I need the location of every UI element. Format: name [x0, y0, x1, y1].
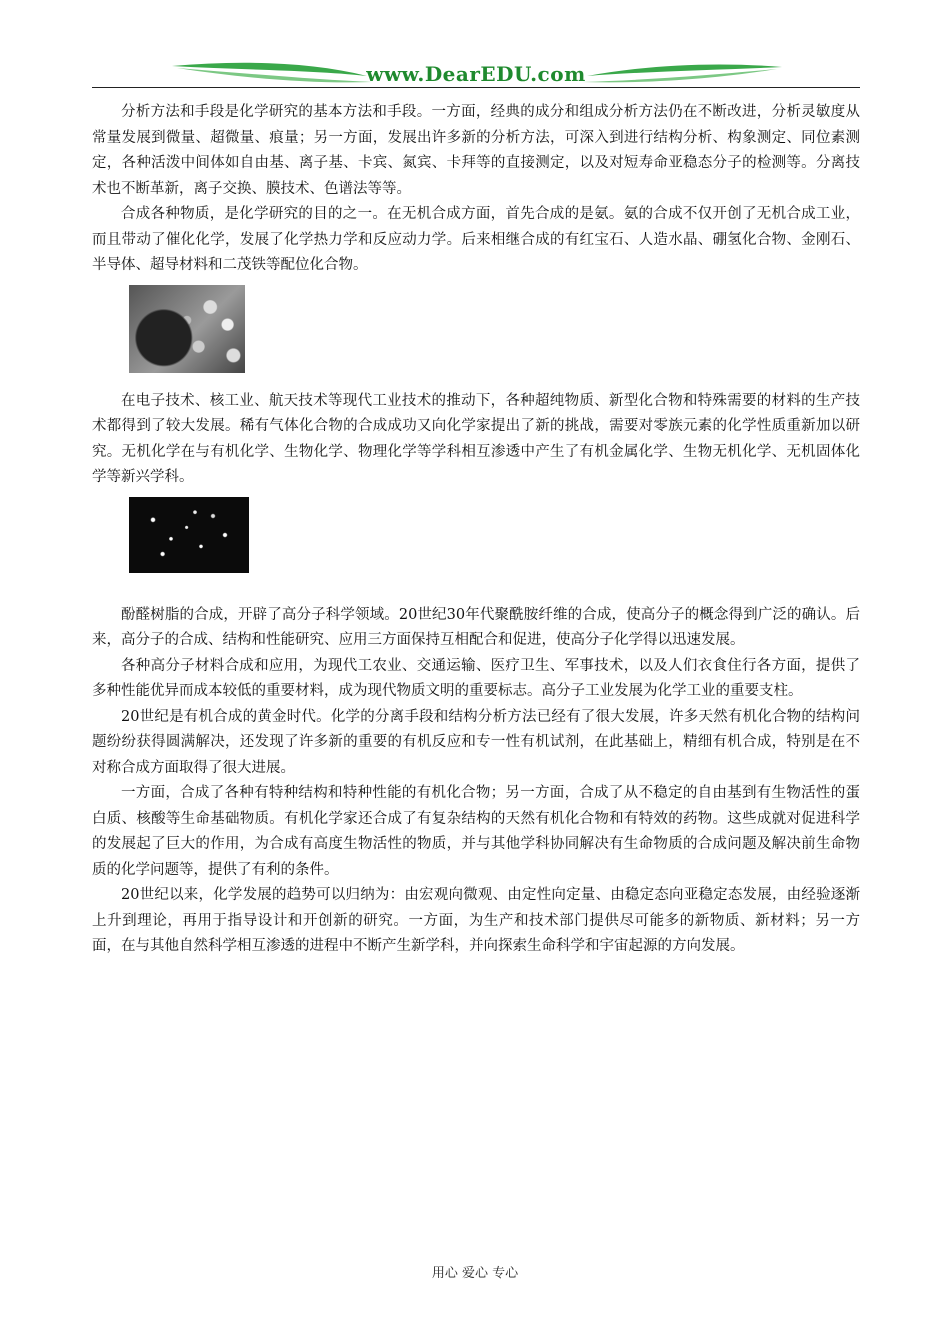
paragraph-chemistry-trends: 20世纪以来，化学发展的趋势可以归纳为：由宏观向微观、由定性向定量、由稳定态向亚稳定态发展，由经验逐渐上升到理论，再用于指导设计和开创新的研究。一方面，为生产和技术部门提供尽可能多的新物质、新材料；另一方面，在与其他自然科学相互渗透的进程中不断产生新学科，并向探索生命科学和宇宙起源的方向发展。: [92, 887, 860, 954]
paragraph-polymer-materials: 各种高分子材料合成和应用，为现代工农业、交通运输、医疗卫生、军事技术，以及人们衣食住行各方面，提供了多种性能优异而成本较低的重要材料，成为现代物质文明的重要标志。高分子工业发展为化学工业的重要支柱。: [92, 657, 860, 699]
header-divider: [92, 87, 860, 88]
page-footer: 用心 爱心 专心: [431, 1266, 519, 1281]
paragraph-inorganic-synthesis: 合成各种物质，是化学研究的目的之一。在无机合成方面，首先合成的是氨。氨的合成不仅开创了无机合成工业，而且带动了催化化学，发展了化学热力学和反应动力学。后来相继合成的有红宝石、人造水晶、硼氢化合物、金刚石、半导体、超导材料和二茂铁等配位化合物。: [92, 206, 860, 273]
site-logo-text: www.DearEDU.com: [366, 62, 586, 86]
paragraph-organic-synthesis: 20世纪是有机合成的黄金时代。化学的分离手段和结构分析方法已经有了很大发展，许多天然有机化合物的结构问题纷纷获得圆满解决，还发现了许多新的重要的有机反应和专一性有机试剂，在此基础上，精细有机合成，特别是在不对称合成方面取得了很大进展。: [92, 708, 860, 776]
paragraph-organic-compounds: 一方面，合成了各种有特种结构和特种性能的有机化合物；另一方面，合成了从不稳定的自由基到有生物活性的蛋白质、核酸等生命基础物质。有机化学家还合成了有复杂结构的天然有机化合物和有特效的药物。这些成就对促进科学的发展起了巨大的作用，为合成有高度生物活性的物质，并与其他学科协同解决有生命物质的合成问题及解决前生命物质的化学问题等，提供了有利的条件。: [92, 785, 860, 878]
paragraph-modern-industry: 在电子技术、核工业、航天技术等现代工业技术的推动下，各种超纯物质、新型化合物和特殊需要的材料的生产技术都得到了较大发展。稀有气体化合物的合成成功又向化学家提出了新的挑战，需要对零族元素的化学性质重新加以研究。无机化学在与有机化学、生物化学、物理化学等学科相互渗透中产生了有机金属化学、生物无机化学、无机固体化学等新兴学科。: [92, 392, 860, 485]
crystal-photo: [129, 285, 245, 373]
page-header: [92, 58, 860, 92]
molecule-photo: [129, 497, 249, 573]
paragraph-polymer-science: 酚醛树脂的合成，开辟了高分子科学领域。20世纪30年代聚酰胺纤维的合成，使高分子的概念得到广泛的确认。后来，高分子的合成、结构和性能研究、应用三方面保持互相配合和促进，使高分子化学得以迅速发展。: [92, 606, 860, 648]
article-body: [92, 100, 860, 960]
paragraph-analysis: 分析方法和手段是化学研究的基本方法和手段。一方面，经典的成分和组成分析方法仍在不断改进，分析灵敏度从常量发展到微量、超微量、痕量；另一方面，发展出许多新的分析方法，可深入到进行结构分析、构象测定、同位素测定，各种活泼中间体如自由基、离子基、卡宾、氮宾、卡拜等的直接测定，以及对短寿命亚稳态分子的检测等。分离技术也不断革新，离子交换、膜技术、色谱法等等。: [92, 104, 860, 197]
